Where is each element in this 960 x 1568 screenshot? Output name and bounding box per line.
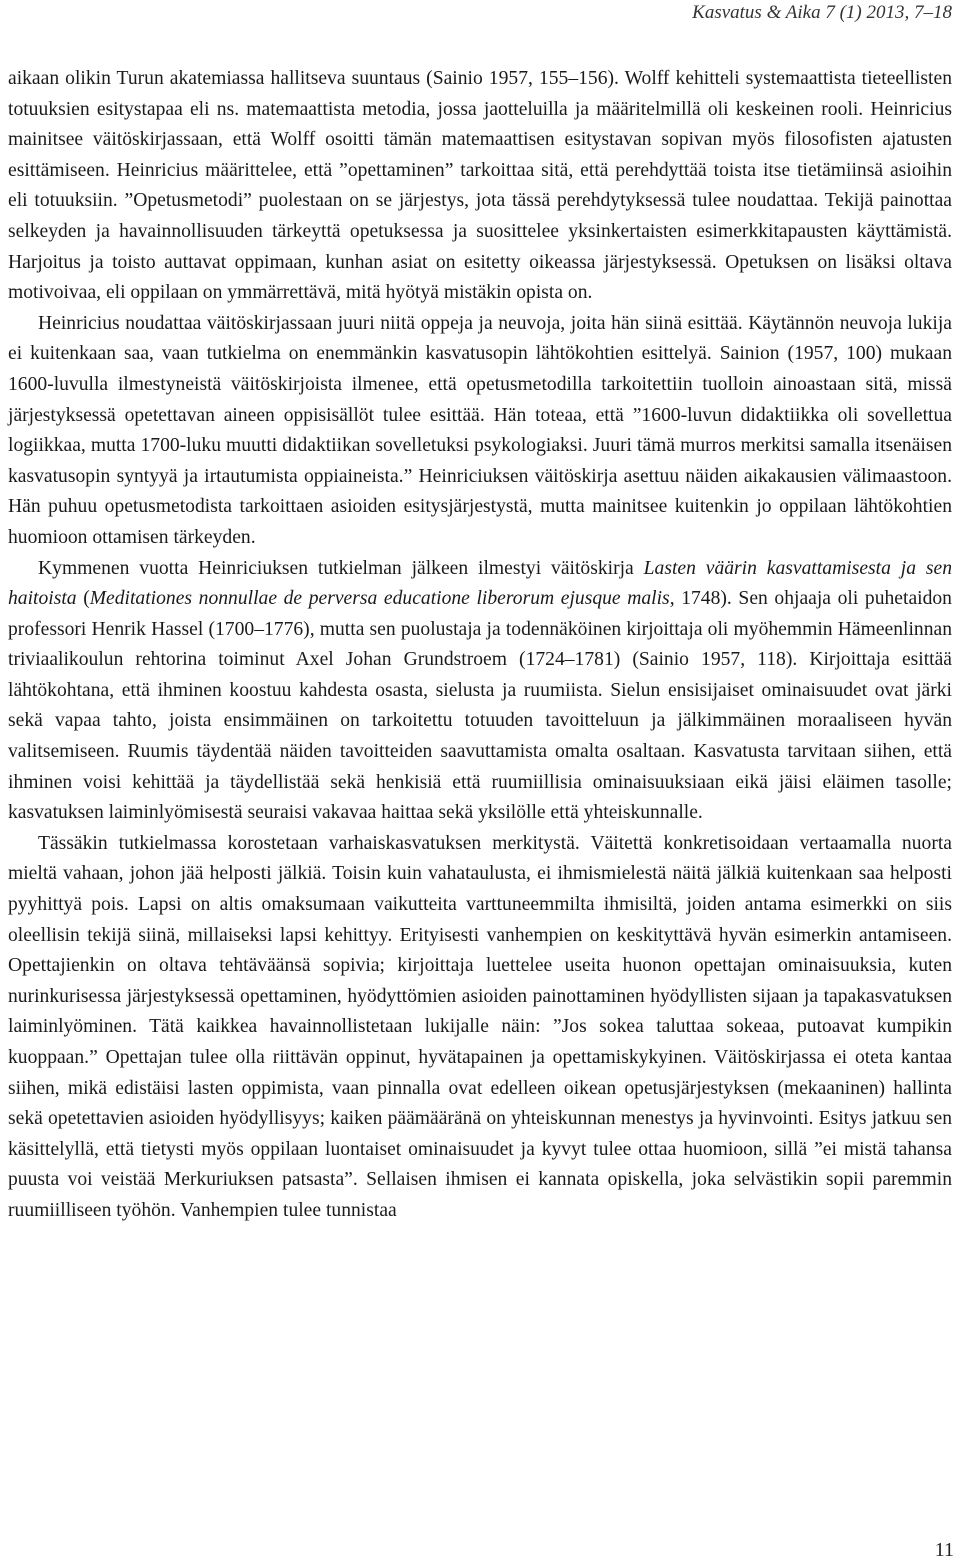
italic-title-text: Meditationes nonnullae de perversa educatione liberorum ejusque malis xyxy=(89,588,670,610)
text-segment: Heinricius noudattaa väitöskirjassaan juuri niitä oppeja ja neuvoja, joita hän siinä esittää. Käytännön neuvoja lukija ei kuitenkaan saa, vaan tutkielma on enemmänkin kasvatusopin lähtökohtien esittelyä. Sainion (1957, 100) mukaan 1600-luvulla ilmestyneistä väitöskirjoista ilmenee, että opetusmetodilla tarkoitettiin tuolloin ainoastaan sitä, missä järjestyksessä opetettavan aineen oppisisällöt tulee esittää. Hän toteaa, että ”1600-luvun didaktiikka oli sovellettua logiikkaa, mutta 1700-luku muutti didaktiikan sovelletuksi psykologiaksi. Juuri tämä murros merkitsi samalla itsenäisen kasvatusopin syntyyä ja irtautumista oppiaineista.” Heinriciuksen väitöskirja asettuu näiden aikakausien välimaastoon. Hän puhuu opetusmetodista tarkoittaen asioiden esitysjärjestystä, mutta mainitsee kuitenkin jo oppilaan lähtökohtien huomioon ottamisen tärkeyden. xyxy=(8,312,952,548)
text-segment: ( xyxy=(76,588,90,610)
page-number: 11 xyxy=(934,1539,954,1561)
italic-title-text: Lasten väärin kasvattamisesta ja sen haitoista xyxy=(8,557,952,610)
paragraph xyxy=(8,554,952,829)
paragraph xyxy=(8,64,952,309)
text-segment: aikaan olikin Turun akatemiassa hallitseva suuntaus (Sainio 1957, 155–156). Wolff kehitteli systemaattista tieteellisten totuuksien esitystapaa eli ns. matemaattista metodia, jossa jaotteluilla ja määritelmillä oli keskeinen rooli. Heinricius mainitsee väitöskirjassaan, että Wolff osoitti tämän matemaattisen esitystavan sopivan myös filosofisten ajatusten esittämiseen. Heinricius määrittelee, että ”opettaminen” tarkoittaa sitä, että perehdyttää toista itse tietämiinsä asioihin eli totuuksiin. ”Opetusmetodi” puolestaan on se järjestys, jota tässä perehdytyksessä tulee noudattaa. Tekijä painottaa selkeyden ja havainnollisuuden tärkeyttä opetuksessa ja suosittelee yksinkertaisten esimerkkitapausten käyttämistä. Harjoitus ja toisto auttavat oppimaan, kunhan asiat on esitetty oikeassa järjestyksessä. Opetuksen on lisäksi oltava motivoivaa, eli oppilaan on ymmärrettävä, mitä hyötyä mistäkin opista on. xyxy=(8,68,952,304)
article-body xyxy=(8,64,952,1227)
text-segment: Kymmenen vuotta Heinriciuksen tutkielman jälkeen ilmestyi väitöskirja xyxy=(38,557,644,579)
paragraph xyxy=(8,309,952,554)
running-head: Kasvatus & Aika 7 (1) 2013, 7–18 xyxy=(692,2,952,23)
text-segment: , 1748). Sen ohjaaja oli puhetaidon professori Henrik Hassel (1700–1776), mutta sen puolustaja ja todennäköinen kirjoittaja oli myöhemmin Hämeenlinnan triviaalikoulun rehtorina toiminut Axel Johan Grundstroem (1724–1781) (Sainio 1957, 118). Kirjoittaja esittää lähtökohtana, että ihminen koostuu kahdesta osasta, sielusta ja ruumiista. Sielun ensisijaiset ominaisuudet ovat järki sekä vapaa tahto, joista ensimmäinen on tarkoitettu totuuden tavoitteluun ja jälkimmäinen moraaliseen hyvän valitsemiseen. Ruumis täydentää näiden tavoitteiden saavuttamista omalta osaltaan. Kasvatusta tarvitaan siihen, että ihminen voisi kehittää ja täydellistää sekä henkisiä että ruumiillisia ominaisuuksiaan eikä jäisi eläimen tasolle; kasvatuksen laiminlyömisestä seuraisi vakavaa haittaa sekä yksilölle että yhteiskunnalle. xyxy=(8,588,952,824)
paragraph xyxy=(8,829,952,1227)
text-segment: Tässäkin tutkielmassa korostetaan varhaiskasvatuksen merkitystä. Väitettä konkretisoidaan vertaamalla nuorta mieltä vahaan, johon jää helposti jälkiä. Toisin kuin vahataulusta, ei ihmismielestä näitä jälkiä kuitenkaan saa helposti pyyhittyä pois. Lapsi on altis omaksumaan vaikutteita varttuneemmilta ihmisiltä, joiden antama esimerkki on siis oleellisin tekijä siinä, millaiseksi lapsi kehittyy. Erityisesti vanhempien on keskityttävä hyvän esimerkin antamiseen. Opettajienkin on oltava tehtäväänsä sopivia; kirjoittaja luettelee useita huonon opettajan ominaisuuksia, kuten nurinkurisessa järjestyksessä opettaminen, hyödyttömien asioiden painottaminen hyödyllisten sijaan ja tapakasvatuksen laiminlyöminen. Tätä kaikkea havainnollistetaan lukijalle näin: ”Jos sokea taluttaa sokeaa, putoavat kumpikin kuoppaan.” Opettajan tulee olla riittävän oppinut, hyvätapainen ja opettamiskykyinen. Väitöskirjassa ei oteta kantaa siihen, mikä edistäisi lasten oppimista, vaan pinnalla ovat edelleen oikean opetusjärjestyksen (mekaaninen) hallinta sekä opetettavien asioiden hyödyllisyys; kaiken päämääränä on yhteiskunnan menestys ja hyvinvointi. Esitys jatkuu sen käsittelyllä, että tietysti myös oppilaan luontaiset ominaisuudet ja kyvyt tulee ottaa huomioon, sillä ”ei mistä tahansa puusta voi veistää Merkuriuksen patsasta”. Sellaisen ihmisen ei kannata opiskella, joka selvästikin sopii paremmin ruumiilliseen työhön. Vanhempien tulee tunnistaa xyxy=(8,832,952,1221)
